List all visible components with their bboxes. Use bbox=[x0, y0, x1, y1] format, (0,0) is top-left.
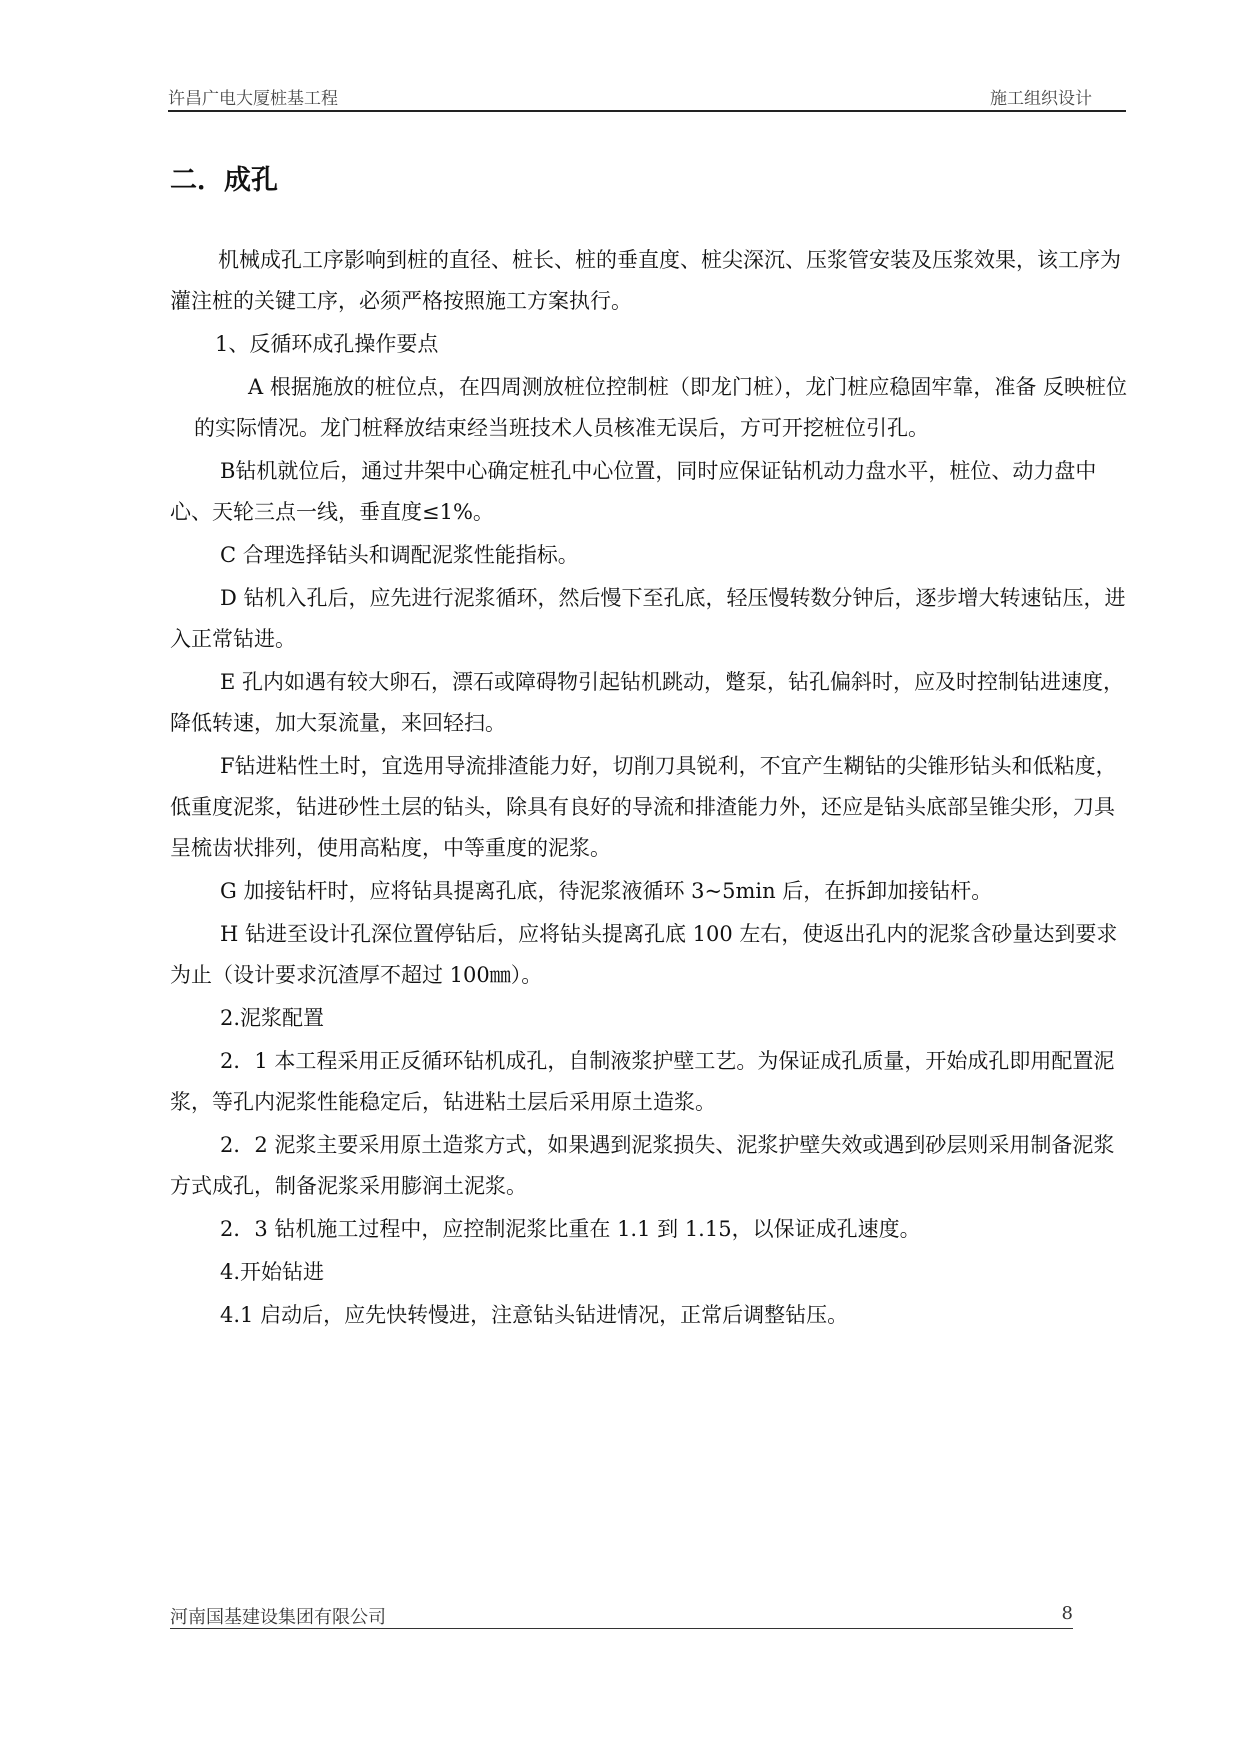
header-project-title: 许昌广电大厦桩基工程 bbox=[168, 89, 338, 109]
list-item: 2．1 本工程采用正反循环钻机成孔，自制液浆护壁工艺。为保证成孔质量，开始成孔即用配置泥浆，等孔内泥浆性能稳定后，钻进粘土层后采用原土造浆。 bbox=[170, 1049, 1115, 1114]
list-item: 2．3 钻机施工过程中，应控制泥浆比重在 1.1 到 1.15，以保证成孔速度。 bbox=[220, 1217, 921, 1241]
footer-company-name: 河南国基建设集团有限公司 bbox=[170, 1607, 386, 1628]
paragraph: 机械成孔工序影响到桩的直径、桩长、桩的垂直度、桩尖深沉、压浆管安装及压浆效果，该工序为灌注桩的关键工序，必须严格按照施工方案执行。 bbox=[170, 248, 1121, 313]
list-item: E 孔内如遇有较大卵石，漂石或障碍物引起钻机跳动，蹩泵，钻孔偏斜时，应及时控制钻进速度，降低转速，加大泵流量，来回轻扫。 bbox=[170, 670, 1125, 735]
list-item: A 根据施放的桩位点，在四周测放桩位控制桩（即龙门桩），龙门桩应稳固牢靠，准备 反映桩位的实际情况。龙门桩释放结束经当班技术人员核准无误后，方可开挖桩位引孔。 bbox=[194, 375, 1128, 440]
list-item: H 钻进至设计孔深位置停钻后，应将钻头提离孔底 100 左右，使返出孔内的泥浆含砂量达到要求为止（设计要求沉渣厚不超过 100㎜）。 bbox=[170, 922, 1118, 987]
list-item: 4.1 启动后，应先快转慢进，注意钻头钻进情况，正常后调整钻压。 bbox=[220, 1303, 849, 1327]
list-item: F钻进粘性土时，宜选用导流排渣能力好，切削刀具锐利，不宜产生糊钻的尖锥形钻头和低粘度，低重度泥浆，钻进砂性土层的钻头，除具有良好的导流和排渣能力外，还应是钻头底部呈锥尖形，刀具呈梳齿状排列，使用高粘度，中等重度的泥浆。 bbox=[170, 754, 1117, 860]
list-item: G 加接钻杆时，应将钻具提离孔底，待泥浆液循环 3~5min 后，在拆卸加接钻杆。 bbox=[220, 879, 993, 903]
section-title: 二．成孔 bbox=[170, 165, 278, 196]
subheading: 1、反循环成孔操作要点 bbox=[215, 332, 439, 356]
subheading: 4.开始钻进 bbox=[220, 1260, 325, 1284]
list-item: 2．2 泥浆主要采用原土造浆方式，如果遇到泥浆损失、泥浆护壁失效或遇到砂层则采用制备泥浆方式成孔，制备泥浆采用膨润土泥浆。 bbox=[170, 1133, 1115, 1198]
header-doc-type: 施工组织设计 bbox=[990, 89, 1092, 109]
page-header bbox=[168, 82, 1126, 112]
list-item: D 钻机入孔后，应先进行泥浆循环，然后慢下至孔底，轻压慢转数分钟后，逐步增大转速钻压，进入正常钻进。 bbox=[170, 586, 1126, 651]
document-body bbox=[170, 240, 1130, 1336]
subheading: 2.泥浆配置 bbox=[220, 1006, 325, 1030]
list-item: B钻机就位后，通过井架中心确定桩孔中心位置，同时应保证钻机动力盘水平，桩位、动力盘中心、天轮三点一线，垂直度≤1%。 bbox=[170, 459, 1097, 524]
list-item: C 合理选择钻头和调配泥浆性能指标。 bbox=[220, 543, 579, 567]
page-number: 8 bbox=[1061, 1603, 1073, 1624]
page-footer bbox=[170, 1603, 1073, 1629]
